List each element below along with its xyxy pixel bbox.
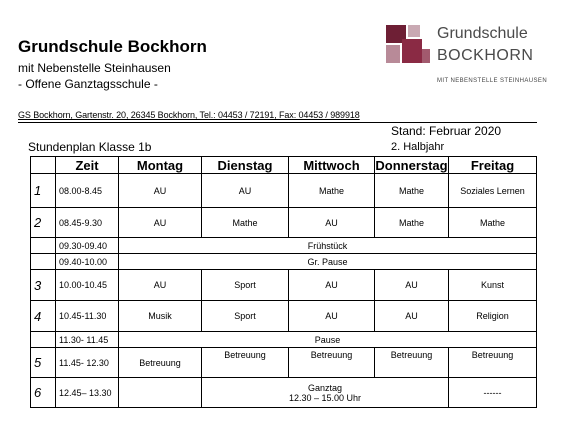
table-row-break: [31, 254, 537, 270]
header-montag: Montag: [119, 157, 202, 174]
stand-date: Stand: Februar 2020: [391, 124, 502, 138]
cell-dienstag: Betreuung: [202, 348, 289, 378]
cell-mittwoch: AU: [289, 301, 375, 332]
period-time: 10.45-11.30: [56, 301, 119, 332]
cell-donnerstag: AU: [375, 270, 449, 301]
school-subtitle-type: - Offene Ganztagsschule -: [18, 77, 158, 91]
timetable: [30, 156, 537, 408]
cell-dienstag: Mathe: [202, 208, 289, 238]
break-label: Pause: [119, 332, 537, 348]
cell-freitag: Soziales Lernen: [449, 174, 537, 208]
header-dienstag: Dienstag: [202, 157, 289, 174]
table-row-break: [31, 332, 537, 348]
period-time: 11.45- 12.30: [56, 348, 119, 378]
period-time: 09.40-10.00: [56, 254, 119, 270]
cell-montag: Musik: [119, 301, 202, 332]
cell-montag: AU: [119, 270, 202, 301]
cell-mittwoch: Betreuung: [289, 348, 375, 378]
header-mittwoch: Mittwoch: [289, 157, 375, 174]
ganztag-label: Ganztag: [307, 382, 343, 393]
period-number: 4: [31, 301, 56, 332]
header-freitag: Freitag: [449, 157, 537, 174]
cell-donnerstag: Mathe: [375, 208, 449, 238]
period-number: 5: [31, 348, 56, 378]
period-number: [31, 254, 56, 270]
period-time: 08.00-8.45: [56, 174, 119, 208]
cell-montag: AU: [119, 174, 202, 208]
period-time: 12.45– 13.30: [56, 378, 119, 408]
break-label: Frühstück: [119, 238, 537, 254]
period-number: [31, 238, 56, 254]
cell-donnerstag: Betreuung: [375, 348, 449, 378]
ganztag-time: 12.30 – 15.00 Uhr: [288, 392, 362, 403]
cell-montag: Betreuung: [119, 348, 202, 378]
table-row: [31, 378, 537, 408]
timetable-header-row: [31, 157, 537, 174]
header-num: [31, 157, 56, 174]
period-time: 10.00-10.45: [56, 270, 119, 301]
halbjahr: 2. Halbjahr: [391, 141, 445, 153]
school-subtitle-branch: mit Nebenstelle Steinhausen: [18, 61, 171, 75]
table-row: [31, 301, 537, 332]
cell-freitag: Betreuung: [449, 348, 537, 378]
cell-freitag: ------: [449, 378, 537, 408]
cell-dienstag: Sport: [202, 301, 289, 332]
logo-text-grundschule: Grundschule: [437, 25, 528, 42]
school-name: Grundschule Bockhorn: [18, 37, 207, 56]
table-row: [31, 208, 537, 238]
logo-text-bockhorn: BOCKHORN: [437, 47, 534, 64]
address-divider: [18, 122, 537, 123]
school-address: GS Bockhorn, Gartenstr. 20, 26345 Bockhorn, Tel.: 04453 / 72191, Fax: 04453 / 989918: [18, 110, 360, 120]
period-time: 11.30- 11.45: [56, 332, 119, 348]
cell-dienstag: AU: [202, 174, 289, 208]
break-label: Gr. Pause: [119, 254, 537, 270]
table-row: [31, 174, 537, 208]
header-donnerstag: Donnerstag: [375, 157, 448, 173]
period-time: 09.30-09.40: [56, 238, 119, 254]
cell-freitag: Religion: [449, 301, 537, 332]
period-time: 08.45-9.30: [56, 208, 119, 238]
cell-mittwoch: AU: [289, 270, 375, 301]
period-number: 2: [31, 208, 56, 238]
ganztag-cell: [202, 378, 449, 408]
table-row-break: [31, 238, 537, 254]
cell-dienstag: Sport: [202, 270, 289, 301]
table-row: [31, 348, 537, 378]
cell-donnerstag: AU: [375, 301, 449, 332]
period-number: 1: [31, 174, 56, 208]
cell-mittwoch: AU: [289, 208, 375, 238]
period-number: [31, 332, 56, 348]
cell-freitag: Kunst: [449, 270, 537, 301]
cell-montag-empty: [119, 378, 202, 408]
cell-freitag: Mathe: [449, 208, 537, 238]
period-number: 3: [31, 270, 56, 301]
cell-mittwoch: Mathe: [289, 174, 375, 208]
plan-title: Stundenplan Klasse 1b: [28, 140, 152, 154]
table-row: [31, 270, 537, 301]
header-zeit: Zeit: [56, 157, 119, 174]
logo-text-nebenstelle: MIT NEBENSTELLE STEINHAUSEN: [437, 78, 548, 84]
school-logo-icon: [386, 25, 430, 63]
cell-donnerstag: Mathe: [375, 174, 449, 208]
period-number: 6: [31, 378, 56, 408]
cell-montag: AU: [119, 208, 202, 238]
